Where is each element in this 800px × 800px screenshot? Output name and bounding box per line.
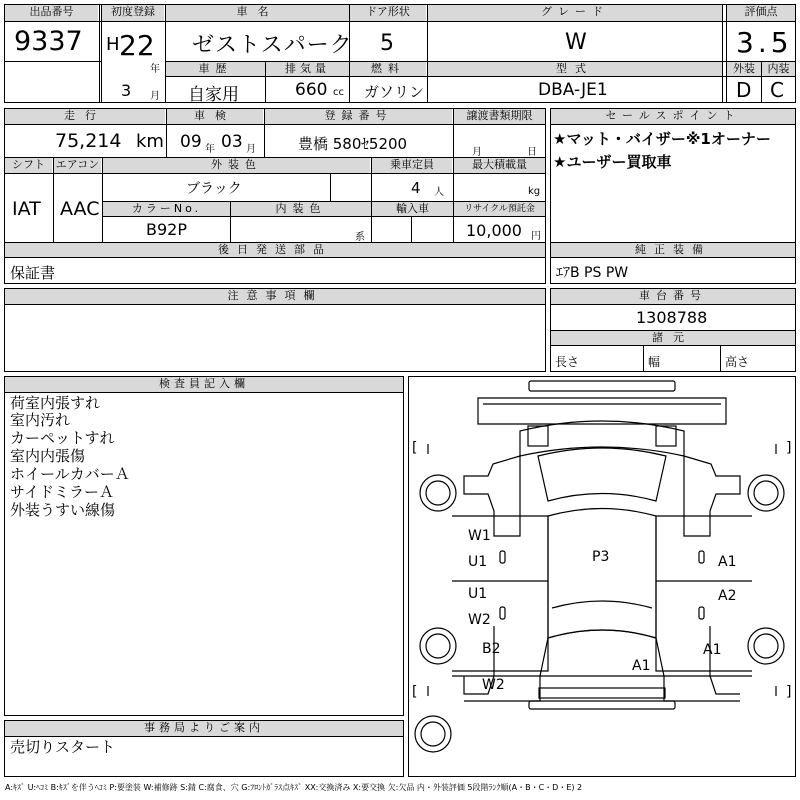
- transfer-month-unit: 月: [472, 147, 482, 158]
- rule: [4, 257, 546, 258]
- rule: [722, 4, 723, 103]
- inspector-line: 室内汚れ: [10, 411, 71, 429]
- recycle-unit: 円: [531, 231, 541, 242]
- int-color-unit: 系: [355, 232, 365, 243]
- inspector-line: 荷室内張すれ: [10, 394, 101, 412]
- later-parts-header: 後日発送部品: [5, 243, 545, 257]
- width-label: 幅: [648, 355, 661, 369]
- score-header: 評価点: [727, 5, 795, 21]
- chassis-header: 車台番号: [551, 289, 795, 304]
- displacement-value: 660: [295, 80, 328, 100]
- later-parts-value: 保証書: [10, 264, 56, 282]
- reg-year-unit: 年: [150, 64, 160, 75]
- mileage-header: 走行: [5, 109, 165, 124]
- lot-header: 出品番号: [5, 5, 98, 21]
- displacement-unit: cc: [333, 87, 344, 98]
- ext-color-header: 外装色: [103, 158, 370, 173]
- rule: [411, 216, 412, 243]
- bracket-right-top: ]: [786, 440, 792, 456]
- grade-header: グレード: [428, 5, 722, 21]
- damage-mark: W1: [468, 528, 491, 544]
- rule: [643, 345, 644, 372]
- rule: [4, 21, 796, 22]
- chassis-value: 1308788: [636, 308, 708, 327]
- inspector-line: カーペットすれ: [10, 429, 115, 447]
- rule: [165, 4, 166, 103]
- rule: [4, 392, 404, 393]
- rule: [550, 304, 796, 305]
- rule: [371, 157, 372, 243]
- int-header: 内装: [762, 62, 795, 76]
- sales-line: ★マット・バイザー※1オーナー: [553, 130, 771, 148]
- ext-header: 外装: [727, 62, 761, 76]
- legend-text: A:ｷｽﾞ U:ﾍｺﾐ B:ｷｽﾞを伴うﾍｺﾐ P:要塗装 W:補修跡 S:錆 C:腐食、穴 G:ﾌﾛﾝﾄｶﾞﾗｽ点ｷｽﾞ XX:交換済み X:要交換 欠:欠品 内・外装評価 5段階ﾗﾝｸ順(A・B・C・D・E) 2: [5, 783, 583, 792]
- shift-header: シフト: [5, 158, 52, 173]
- rule: [550, 124, 796, 125]
- inspection-month: 03: [221, 132, 243, 152]
- inspector-line: サイドミラーＡ: [10, 483, 114, 501]
- reg-month: 3: [121, 81, 132, 100]
- rule: [265, 61, 266, 103]
- rule: [453, 108, 454, 158]
- inspector-line: ホイールカバーＡ: [10, 465, 130, 483]
- rule: [4, 124, 546, 125]
- inspector-line: 外装うすい線傷: [10, 501, 116, 519]
- transfer-day-unit: 日: [527, 147, 537, 158]
- inspector-header: 検査員記入欄: [5, 377, 403, 392]
- damage-mark: A1: [703, 642, 722, 658]
- car-name: ゼストスパーク: [192, 33, 353, 58]
- door-header: ドア形状: [350, 5, 426, 21]
- rule: [453, 157, 454, 243]
- rule: [4, 304, 546, 305]
- rule: [102, 157, 103, 243]
- inspection-year: 09: [180, 132, 202, 152]
- damage-mark: A1: [632, 658, 651, 674]
- damage-mark: A1: [718, 554, 737, 570]
- rule: [53, 157, 54, 243]
- dims-header: 諸元: [551, 331, 795, 345]
- genuine-header: 純正装備: [551, 243, 795, 257]
- height-label: 高さ: [725, 355, 750, 369]
- rule: [101, 4, 102, 103]
- notes-header: 注意事項欄: [5, 289, 545, 304]
- int-grade: C: [770, 78, 784, 102]
- model-header: 型式: [428, 62, 722, 76]
- rule: [726, 4, 727, 103]
- length-label: 長さ: [555, 355, 580, 369]
- displacement-header: 排気量: [266, 62, 349, 76]
- rule: [720, 345, 721, 372]
- sales-header: セールスポイント: [551, 109, 795, 124]
- mileage-value: 75,214: [55, 130, 122, 152]
- bracket-right-bottom: ]: [786, 684, 792, 700]
- rule: [4, 736, 404, 737]
- rule: [4, 61, 101, 62]
- rule: [99, 4, 100, 103]
- inspection-year-unit: 年: [205, 144, 215, 155]
- rule: [761, 61, 762, 103]
- genuine-value: ｴｱB PS PW: [556, 265, 629, 281]
- damage-mark: U1: [468, 554, 488, 570]
- rule: [264, 108, 265, 158]
- shift-value: IAT: [12, 198, 41, 220]
- rule: [4, 173, 546, 174]
- rule: [550, 257, 796, 258]
- office-value: 売切りスタート: [10, 738, 116, 756]
- rule: [550, 345, 796, 346]
- fuel-value: ガソリン: [364, 83, 425, 101]
- rule: [102, 216, 546, 217]
- damage-mark: B2: [482, 641, 501, 657]
- name-header: 車名: [166, 5, 349, 21]
- car-diagram: [408, 376, 796, 777]
- capacity-value: 4: [411, 179, 421, 197]
- inspector-line: 室内内張傷: [10, 447, 86, 465]
- recycle-header: リサイクル預託金: [454, 202, 545, 216]
- import-header: 輸入車: [372, 202, 453, 216]
- rule: [330, 173, 331, 202]
- transfer-header: 譲渡書類期限: [454, 109, 545, 124]
- inspection-month-unit: 月: [246, 144, 256, 155]
- bracket-left-bottom: [: [412, 684, 418, 700]
- rule: [427, 4, 428, 103]
- car-history: 自家用: [188, 85, 239, 105]
- ac-value: AAC: [60, 198, 100, 220]
- sales-line: ★ユーザー買取車: [553, 153, 672, 171]
- capacity-unit: 人: [434, 187, 444, 198]
- door-value: 5: [380, 31, 394, 56]
- model-value: DBA-JE1: [538, 80, 608, 100]
- plate-value: 豊橋 580ｾ5200: [298, 135, 408, 153]
- damage-mark: W2: [468, 612, 491, 628]
- capacity-header: 乗車定員: [372, 158, 452, 173]
- damage-mark: U1: [468, 586, 488, 602]
- mileage-unit: km: [136, 131, 164, 152]
- rule: [165, 76, 796, 77]
- rule: [166, 108, 167, 158]
- int-color-header: 内装色: [231, 202, 371, 216]
- grade-value: W: [565, 30, 587, 55]
- damage-mark: A2: [718, 588, 737, 604]
- reg-year: 22: [119, 29, 155, 62]
- ac-header: エアコン: [55, 158, 100, 171]
- color-no-header: カラーNo.: [103, 202, 230, 216]
- office-header: 事務局よりご案内: [5, 721, 403, 736]
- lot-number: 9337: [14, 26, 83, 57]
- max-load-header: 最大積載量: [454, 158, 545, 173]
- history-header: 車歴: [166, 62, 265, 76]
- recycle-value: 10,000: [466, 221, 522, 240]
- plate-header: 登録番号: [265, 109, 452, 124]
- bracket-left-top: [: [412, 440, 418, 456]
- reg-era: H: [106, 34, 120, 55]
- reg-header: 初度登録: [102, 5, 164, 21]
- fuel-header: 燃料: [350, 62, 426, 76]
- score-value: 3.5: [736, 26, 793, 59]
- inspection-header: 車検: [167, 109, 263, 124]
- damage-mark: P3: [592, 549, 610, 565]
- reg-month-unit: 月: [150, 91, 160, 102]
- damage-mark: W2: [482, 677, 505, 693]
- color-no-value: B92P: [146, 220, 187, 239]
- max-load-unit: kg: [528, 186, 541, 197]
- rule: [165, 61, 796, 62]
- ext-grade: D: [736, 78, 752, 102]
- ext-color-value: ブラック: [186, 181, 242, 197]
